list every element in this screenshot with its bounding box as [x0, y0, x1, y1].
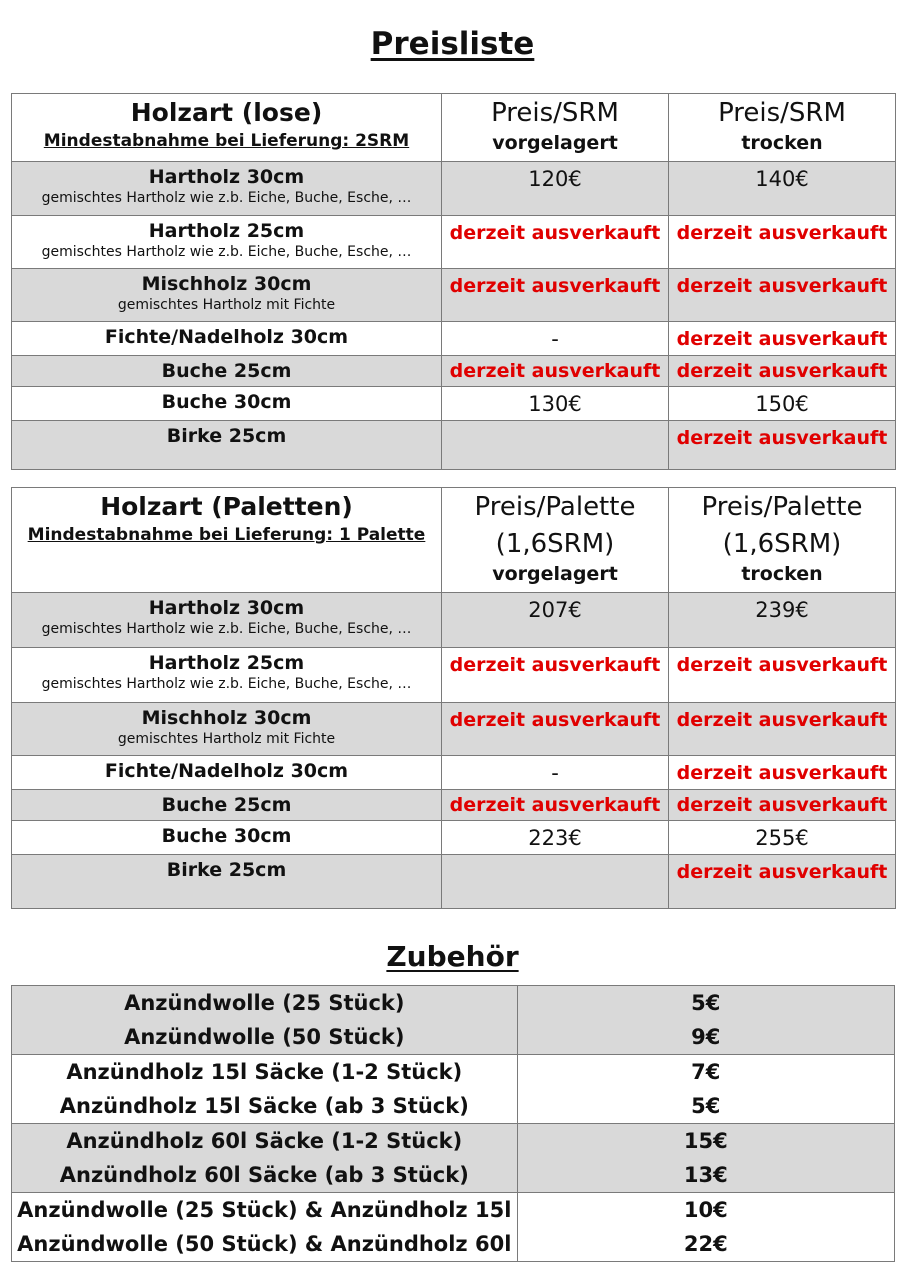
sold-out-label: derzeit ausverkauft: [676, 427, 888, 449]
wood-description: gemischtes Hartholz wie z.b. Eiche, Buche, Esche, …: [41, 621, 412, 637]
table-row: [12, 790, 896, 821]
sold-out-label: derzeit ausverkauft: [676, 222, 888, 244]
sold-out-label: derzeit ausverkauft: [676, 654, 888, 676]
wood-type-heading: Holzart (Paletten): [100, 492, 353, 521]
price-subheading: trocken: [741, 563, 823, 585]
table-row: [12, 703, 896, 756]
header-price-dry: [669, 94, 896, 162]
sold-out-label: derzeit ausverkauft: [449, 360, 661, 382]
sold-out-label: derzeit ausverkauft: [676, 275, 888, 297]
wood-name: Mischholz 30cm: [141, 707, 312, 729]
accessory-price: 10€: [683, 1198, 728, 1222]
header-price-stored: [442, 488, 669, 593]
price-subheading: vorgelagert: [492, 563, 618, 585]
wood-name: Birke 25cm: [166, 425, 287, 447]
sold-out-label: derzeit ausverkauft: [449, 794, 661, 816]
accessory-price: 13€: [683, 1163, 728, 1187]
table-row: [12, 1193, 895, 1262]
header-wood-type: [12, 488, 442, 593]
page-title: Preisliste: [370, 26, 535, 62]
sold-out-label: derzeit ausverkauft: [676, 794, 888, 816]
wood-name: Birke 25cm: [166, 859, 287, 881]
wood-description: gemischtes Hartholz wie z.b. Eiche, Buche, Esche, …: [41, 190, 412, 206]
price-table-loose: [11, 93, 896, 470]
price-heading: Preis/Palette: [701, 492, 863, 522]
price-value: 207€: [528, 598, 582, 622]
price-heading: Preis/Palette: [474, 492, 636, 522]
table-row: [12, 356, 896, 387]
table-row: [12, 821, 896, 855]
table-row: [12, 986, 895, 1055]
wood-name: Buche 25cm: [161, 360, 292, 382]
price-value: 130€: [528, 392, 582, 416]
table-row: [12, 648, 896, 703]
accessory-item: Anzündwolle (25 Stück) & Anzündholz 15l: [17, 1198, 512, 1222]
price-value: 239€: [755, 598, 809, 622]
sold-out-label: derzeit ausverkauft: [676, 709, 888, 731]
accessory-price: 5€: [691, 1094, 721, 1118]
wood-name: Buche 30cm: [161, 391, 292, 413]
table-row: [12, 216, 896, 269]
accessory-price: 5€: [691, 991, 721, 1015]
price-heading: Preis/SRM: [491, 98, 619, 128]
accessories-title: Zubehör: [386, 940, 519, 973]
wood-name: Hartholz 25cm: [148, 652, 305, 674]
table-row: [12, 421, 896, 470]
wood-name: Fichte/Nadelholz 30cm: [104, 760, 349, 782]
accessory-price: 9€: [691, 1025, 721, 1049]
price-value: 140€: [755, 167, 809, 191]
table-header-row: [12, 94, 896, 162]
table-row: [12, 269, 896, 322]
accessory-item: Anzündholz 15l Säcke (ab 3 Stück): [59, 1094, 469, 1118]
wood-name: Buche 25cm: [161, 794, 292, 816]
price-heading-volume: (1,6SRM): [722, 529, 842, 559]
minimum-order-note: Mindestabnahme bei Lieferung: 2SRM: [43, 131, 410, 151]
accessory-price: 22€: [683, 1232, 728, 1256]
price-subheading: trocken: [741, 132, 823, 154]
table-row: [12, 387, 896, 421]
wood-description: gemischtes Hartholz mit Fichte: [117, 731, 336, 747]
table-row: [12, 322, 896, 356]
wood-description: gemischtes Hartholz mit Fichte: [117, 297, 336, 313]
accessory-item: Anzündholz 60l Säcke (ab 3 Stück): [59, 1163, 469, 1187]
accessory-price: 7€: [691, 1060, 721, 1084]
table-row: [12, 855, 896, 909]
sold-out-label: derzeit ausverkauft: [676, 328, 888, 350]
wood-name: Buche 30cm: [161, 825, 292, 847]
wood-name: Fichte/Nadelholz 30cm: [104, 326, 349, 348]
price-value: 223€: [528, 826, 582, 850]
sold-out-label: derzeit ausverkauft: [676, 360, 888, 382]
wood-name: Mischholz 30cm: [141, 273, 312, 295]
price-table-pallets: [11, 487, 896, 909]
price-subheading: vorgelagert: [492, 132, 618, 154]
accessory-item: Anzündholz 15l Säcke (1-2 Stück): [66, 1060, 463, 1084]
table-row: [12, 756, 896, 790]
wood-name: Hartholz 25cm: [148, 220, 305, 242]
table-row: [12, 1124, 895, 1193]
accessories-table: [11, 985, 895, 1262]
price-value: 255€: [755, 826, 809, 850]
table-row: [12, 593, 896, 648]
wood-name: Hartholz 30cm: [148, 597, 305, 619]
table-row: [12, 162, 896, 216]
price-value: 150€: [755, 392, 809, 416]
minimum-order-note: Mindestabnahme bei Lieferung: 1 Palette: [27, 525, 426, 545]
accessory-item: Anzündholz 60l Säcke (1-2 Stück): [66, 1129, 463, 1153]
price-heading: Preis/SRM: [718, 98, 846, 128]
wood-name: Hartholz 30cm: [148, 166, 305, 188]
sold-out-label: derzeit ausverkauft: [449, 654, 661, 676]
header-price-stored: [442, 94, 669, 162]
accessory-item: Anzündwolle (25 Stück): [124, 991, 405, 1015]
sold-out-label: derzeit ausverkauft: [676, 861, 888, 883]
accessory-price: 15€: [683, 1129, 728, 1153]
sold-out-label: derzeit ausverkauft: [676, 762, 888, 784]
header-price-dry: [669, 488, 896, 593]
price-heading-volume: (1,6SRM): [495, 529, 615, 559]
wood-type-heading: Holzart (lose): [130, 98, 323, 127]
table-row: [12, 1055, 895, 1124]
sold-out-label: derzeit ausverkauft: [449, 275, 661, 297]
price-value: -: [551, 327, 559, 351]
header-wood-type: [12, 94, 442, 162]
accessory-item: Anzündwolle (50 Stück): [124, 1025, 405, 1049]
sold-out-label: derzeit ausverkauft: [449, 709, 661, 731]
wood-description: gemischtes Hartholz wie z.b. Eiche, Buche, Esche, …: [41, 244, 412, 260]
price-value: -: [551, 761, 559, 785]
price-value: 120€: [528, 167, 582, 191]
wood-description: gemischtes Hartholz wie z.b. Eiche, Buche, Esche, …: [41, 676, 412, 692]
accessory-item: Anzündwolle (50 Stück) & Anzündholz 60l: [17, 1232, 512, 1256]
sold-out-label: derzeit ausverkauft: [449, 222, 661, 244]
table-header-row: [12, 488, 896, 593]
